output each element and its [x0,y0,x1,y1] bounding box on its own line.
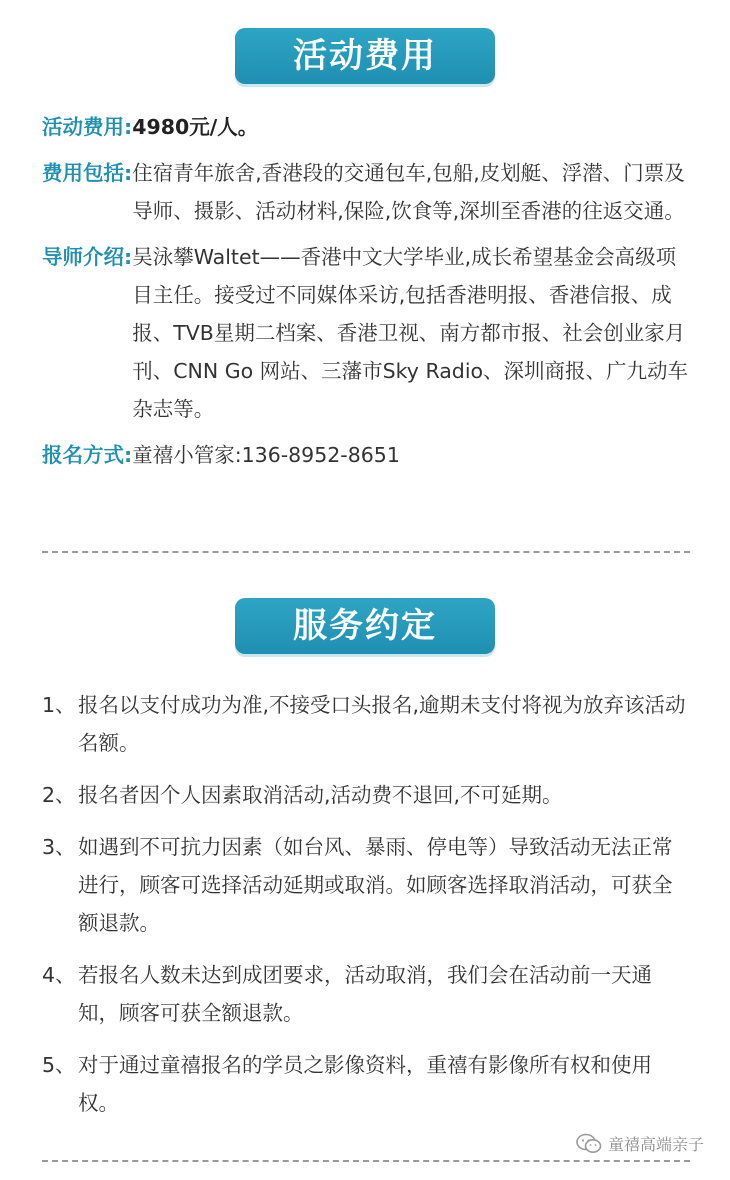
wechat-icon [576,1133,602,1155]
term-item-4 [42,956,692,1032]
term-number: 1、 [42,693,76,717]
term-text: 报名者因个人因素取消活动,活动费不退回,不可延期。 [78,783,563,807]
section-title-service: 服务约定 [235,598,495,654]
term-item-3 [42,828,692,942]
fee-label: 活动费用 [42,115,124,139]
fee-info-block [42,108,692,482]
term-number: 3、 [42,835,76,859]
watermark-text: 童禧高端亲子 [607,1135,704,1154]
mentor-colon: : [124,245,133,269]
term-text: 如遇到不可抗力因素（如台风、暴雨、停电等）导致活动无法正常进行，顾客可选择活动延期或取消。如顾客选择取消活动，可获全额退款。 [78,835,673,935]
term-item-2 [42,776,692,814]
mentor-label: 导师介绍 [42,245,124,269]
term-item-1 [42,686,692,762]
dashed-divider-bottom [42,1160,690,1162]
term-number: 2、 [42,783,76,807]
term-text: 若报名人数未达到成团要求，活动取消，我们会在活动前一天通知，顾客可获全额退款。 [78,963,652,1025]
info-row-signup [42,436,692,474]
watermark [576,1132,704,1155]
includes-label: 费用包括 [42,161,124,185]
term-number: 5、 [42,1053,76,1077]
fee-value: 4980元/人。 [132,115,259,139]
service-terms-list [42,686,692,1136]
info-row-fee [42,108,692,146]
dashed-divider [42,551,690,553]
term-text: 对于通过童禧报名的学员之影像资料，重禧有影像所有权和使用权。 [78,1053,652,1115]
info-row-includes [42,154,692,230]
info-row-mentor [42,238,692,428]
term-item-5 [42,1046,692,1122]
mentor-value: 吴泳攀Waltet——香港中文大学毕业,成长希望基金会高级项目主任。接受过不同媒体采访,包括香港明报、香港信报、成报、TVB星期二档案、香港卫视、南方都市报、社会创业家月刊、CNN Go 网站、三藩市Sky Radio、深圳商报、广九动车杂志等。 [132,245,689,421]
signup-label: 报名方式 [42,443,124,467]
signup-value: 童禧小管家:136-8952-8651 [132,443,400,467]
includes-colon: : [124,161,133,185]
term-text: 报名以支付成功为准,不接受口头报名,逾期未支付将视为放弃该活动名额。 [78,693,686,755]
term-number: 4、 [42,963,76,987]
includes-value: 住宿青年旅舍,香港段的交通包车,包船,皮划艇、浮潜、门票及导师、摄影、活动材料,保险,饮食等,深圳至香港的往返交通。 [132,161,685,223]
section-title-fee: 活动费用 [235,28,495,84]
signup-colon: : [124,443,133,467]
fee-colon: : [124,115,133,139]
